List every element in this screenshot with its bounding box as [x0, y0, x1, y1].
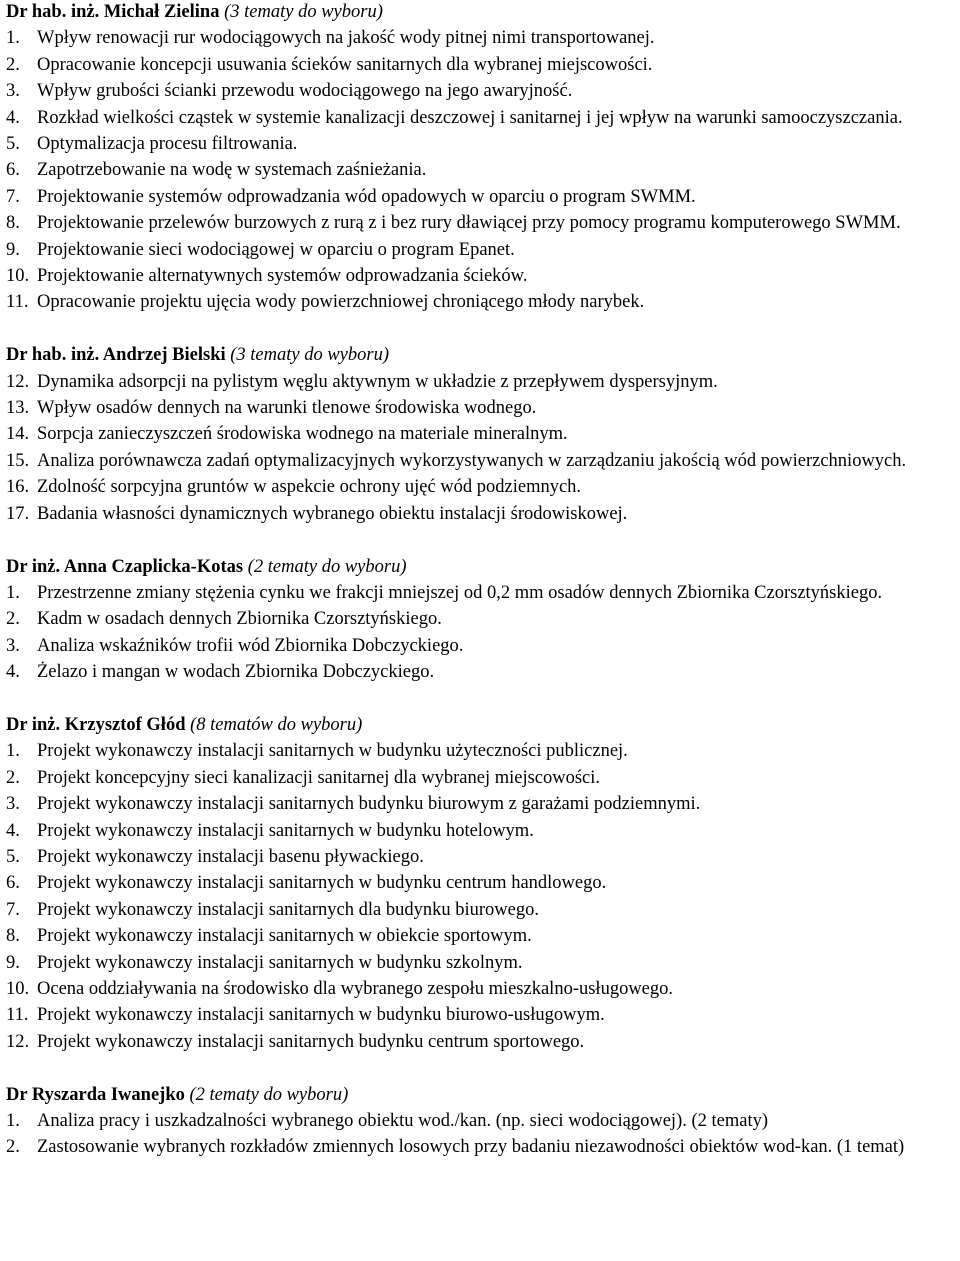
topic-text: Zastosowanie wybranych rozkładów zmiennych losowych przy badaniu niezawodności obiektów wod-kan. (1 temat) — [37, 1137, 905, 1158]
topic-text: Wpływ grubości ścianki przewodu wodociągowego na jego awaryjność. — [37, 81, 573, 102]
topic-number: 3. — [6, 635, 20, 656]
topic-item — [6, 501, 954, 527]
topic-text: Opracowanie koncepcji usuwania ścieków sanitarnych dla wybranej miejscowości. — [37, 54, 653, 75]
topic-text: Rozkład wielkości cząstek w systemie kanalizacji deszczowej i sanitarnej i jej wpływ na warunki samooczyszczania. — [37, 107, 903, 128]
topic-item — [6, 289, 954, 315]
topic-item — [6, 52, 954, 78]
topic-text: Analiza porównawcza zadań optymalizacyjnych wykorzystywanych w zarządzaniu jakością wód powierzchniowych. — [37, 450, 907, 471]
topic-number: 2. — [6, 767, 20, 788]
topic-item — [6, 765, 954, 791]
topic-number: 8. — [6, 926, 20, 947]
topic-item — [6, 237, 954, 263]
supervisor-name: Dr hab. inż. Michał Zielina — [6, 2, 220, 22]
topic-item — [6, 897, 954, 923]
topic-number: 11. — [6, 292, 29, 313]
topic-number: 1. — [6, 28, 20, 49]
topic-text: Optymalizacja procesu filtrowania. — [37, 134, 298, 155]
supervisor-heading — [6, 1082, 954, 1108]
topic-item — [6, 606, 954, 632]
supervisor-heading — [6, 554, 954, 580]
topic-item — [6, 580, 954, 606]
topic-number: 15. — [6, 450, 30, 471]
topic-number: 13. — [6, 398, 30, 419]
topic-text: Wpływ osadów dennych na warunki tlenowe środowiska wodnego. — [37, 398, 537, 419]
topic-item — [6, 818, 954, 844]
topic-text: Projektowanie sieci wodociągowej w oparciu o program Epanet. — [37, 239, 515, 260]
supervisor-name: Dr inż. Anna Czaplicka-Kotas — [6, 556, 244, 577]
topic-text: Zdolność sorpcyjna gruntów w aspekcie ochrony ujęć wód podziemnych. — [37, 477, 582, 498]
topic-number: 1. — [6, 582, 20, 603]
topic-text: Projekt wykonawczy instalacji sanitarnych budynku biurowym z garażami podziemnymi. — [37, 794, 701, 815]
topic-text: Opracowanie projektu ujęcia wody powierzchniowej chroniącego młody narybek. — [37, 292, 645, 313]
topic-item — [6, 870, 954, 896]
topic-number: 7. — [6, 899, 20, 920]
topic-item — [6, 421, 954, 447]
topic-text: Zapotrzebowanie na wodę w systemach zaśnieżania. — [37, 160, 427, 181]
topic-count-note: (8 tematów do wyboru) — [190, 714, 363, 735]
topic-number: 6. — [6, 160, 20, 181]
topic-item — [6, 1108, 954, 1134]
topic-item — [6, 25, 954, 51]
topic-item — [6, 369, 954, 395]
topic-item — [6, 1029, 954, 1055]
topic-number: 11. — [6, 1005, 29, 1026]
topic-count-note: (2 tematy do wyboru) — [189, 1084, 349, 1105]
topic-text: Ocena oddziaływania na środowisko dla wybranego zespołu mieszkalno-usługowego. — [37, 978, 674, 999]
topic-count-note: (3 tematy do wyboru) — [230, 345, 390, 366]
topic-number: 3. — [6, 794, 20, 815]
topic-number: 10. — [6, 266, 30, 287]
topic-text: Projekt wykonawczy instalacji sanitarnych budynku centrum sportowego. — [37, 1031, 585, 1052]
topic-item — [6, 448, 954, 474]
topic-item — [6, 78, 954, 104]
topic-item — [6, 633, 954, 659]
topic-item — [6, 1134, 954, 1160]
supervisor-section — [6, 1082, 954, 1161]
topic-item — [6, 131, 954, 157]
topic-text: Badania własności dynamicznych wybranego obiektu instalacji środowiskowej. — [37, 503, 628, 524]
topic-number: 10. — [6, 978, 30, 999]
topic-item — [6, 105, 954, 131]
topic-item — [6, 844, 954, 870]
topic-number: 6. — [6, 873, 20, 894]
supervisor-section — [6, 342, 954, 527]
topic-number: 12. — [6, 1031, 30, 1052]
topic-item — [6, 474, 954, 500]
topic-text: Projekt wykonawczy instalacji sanitarnych w budynku użyteczności publicznej. — [37, 741, 628, 762]
topic-number: 1. — [6, 741, 20, 762]
topic-item — [6, 976, 954, 1002]
topic-text: Kadm w osadach dennych Zbiornika Czorsztyńskiego. — [37, 609, 442, 630]
topic-text: Przestrzenne zmiany stężenia cynku we frakcji mniejszej od 0,2 mm osadów dennych Zbiornika Czorsztyńskiego. — [37, 582, 883, 603]
topic-item — [6, 950, 954, 976]
supervisor-name: Dr hab. inż. Andrzej Bielski — [6, 345, 226, 366]
topic-text: Projekt wykonawczy instalacji sanitarnych w budynku centrum handlowego. — [37, 873, 607, 894]
topic-number: 12. — [6, 371, 30, 392]
supervisor-heading — [6, 0, 954, 25]
supervisor-heading — [6, 342, 954, 368]
topic-item — [6, 1002, 954, 1028]
topic-number: 4. — [6, 662, 20, 683]
topic-item — [6, 738, 954, 764]
supervisor-section — [6, 554, 954, 686]
topic-text: Sorpcja zanieczyszczeń środowiska wodnego na materiale mineralnym. — [37, 424, 568, 445]
topic-number: 9. — [6, 952, 20, 973]
topic-number: 8. — [6, 213, 20, 234]
topic-item — [6, 263, 954, 289]
topic-number: 9. — [6, 239, 20, 260]
topic-item — [6, 184, 954, 210]
topic-text: Analiza wskaźników trofii wód Zbiornika Dobczyckiego. — [37, 635, 464, 656]
topic-item — [6, 157, 954, 183]
topic-text: Projekt wykonawczy instalacji sanitarnych w budynku szkolnym. — [37, 952, 523, 973]
topic-text: Projekt wykonawczy instalacji sanitarnych dla budynku biurowego. — [37, 899, 539, 920]
topic-number: 14. — [6, 424, 30, 445]
topic-number: 2. — [6, 54, 20, 75]
topic-count-note: (2 tematy do wyboru) — [247, 556, 407, 577]
topic-number: 17. — [6, 503, 30, 524]
topic-text: Analiza pracy i uszkadzalności wybranego obiektu wod./kan. (np. sieci wodociągowej). (2 tematy) — [37, 1111, 769, 1131]
topic-text: Wpływ renowacji rur wodociągowych na jakość wody pitnej nimi transportowanej. — [37, 28, 655, 49]
topic-item — [6, 659, 954, 685]
topic-number: 5. — [6, 134, 20, 155]
topic-number: 1. — [6, 1111, 20, 1131]
topic-text: Projekt wykonawczy instalacji sanitarnych w budynku biurowo-usługowym. — [37, 1005, 605, 1026]
topic-number: 16. — [6, 477, 30, 498]
topic-number: 4. — [6, 820, 20, 841]
supervisor-name: Dr Ryszarda Iwanejko — [6, 1084, 185, 1105]
supervisor-name: Dr inż. Krzysztof Głód — [6, 714, 186, 735]
topic-item — [6, 923, 954, 949]
topic-text: Projektowanie przelewów burzowych z rurą z i bez rury dławiącej przy pomocy programu komputerowego SWMM. — [37, 213, 901, 234]
topic-text: Projekt wykonawczy instalacji sanitarnych w obiekcie sportowym. — [37, 926, 532, 947]
topic-item — [6, 395, 954, 421]
topic-text: Projektowanie systemów odprowadzania wód opadowych w oparciu o program SWMM. — [37, 186, 696, 207]
supervisor-section — [6, 712, 954, 1055]
topic-item — [6, 210, 954, 236]
topic-number: 5. — [6, 846, 20, 867]
topic-count-note: (3 tematy do wyboru) — [224, 2, 383, 22]
topic-text: Projekt wykonawczy instalacji sanitarnych w budynku hotelowym. — [37, 820, 534, 841]
supervisor-section — [6, 0, 954, 316]
topic-number: 4. — [6, 107, 20, 128]
topic-number: 2. — [6, 609, 20, 630]
topic-text: Żelazo i mangan w wodach Zbiornika Dobczyckiego. — [37, 662, 435, 683]
topic-text: Projektowanie alternatywnych systemów odprowadzania ścieków. — [37, 266, 528, 287]
topic-text: Projekt koncepcyjny sieci kanalizacji sanitarnej dla wybranej miejscowości. — [37, 767, 601, 788]
topic-text: Dynamika adsorpcji na pylistym węglu aktywnym w układzie z przepływem dyspersyjnym. — [37, 371, 718, 392]
topic-number: 3. — [6, 81, 20, 102]
topic-text: Projekt wykonawczy instalacji basenu pływackiego. — [37, 846, 424, 867]
topic-item — [6, 791, 954, 817]
supervisor-heading — [6, 712, 954, 738]
topic-number: 7. — [6, 186, 20, 207]
topic-number: 2. — [6, 1137, 20, 1158]
